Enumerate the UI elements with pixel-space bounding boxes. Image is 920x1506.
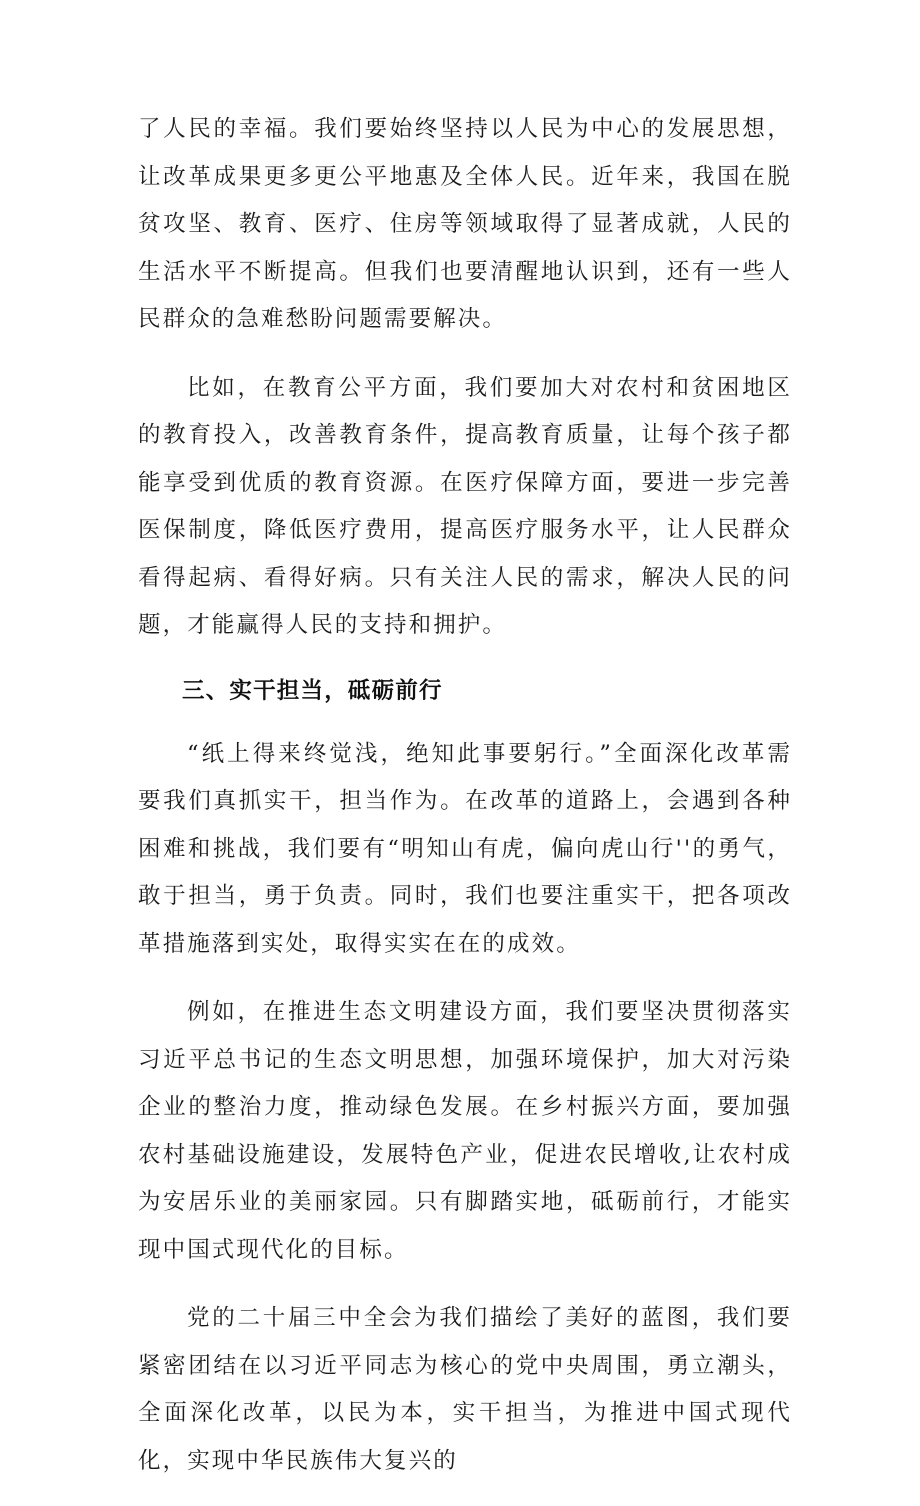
section-heading: 三、实干担当，砥砺前行 — [182, 677, 443, 704]
paragraph-practical-action: “纸上得来终觉浅，绝知此事要躬行。”全面深化改革需要我们真抓实干，担当作为。在改革的道路上，会遇到各种困难和挑战，我们要有“明知山有虎，偏向虎山行''的勇气，敢于担当，勇于负责。同时，我们也要注重实干，把各项改革措施落到实处，取得实实在在的成效。 — [138, 740, 792, 957]
paragraph-continued: 了人民的幸福。我们要始终坚持以人民为中心的发展思想，让改革成果更多更公平地惠及全体人民。近年来，我国在脱贫攻坚、教育、医疗、住房等领域取得了显著成就，人民的生活水平不断提高。但我们也要清醒地认识到，还有一些人民群众的急难愁盼问题需要解决。 — [138, 116, 792, 332]
paragraph-ecology-rural: 例如，在推进生态文明建设方面，我们要坚决贯彻落实习近平总书记的生态文明思想，加强环境保护，加大对污染企业的整治力度，推动绿色发展。在乡村振兴方面，要加强农村基础设施建设，发展特色产业，促进农民增收,让农村成为安居乐业的美丽家园。只有脚踏实地，砥砺前行，才能实现中国式现代化的目标。 — [138, 999, 792, 1263]
paragraph-education-healthcare: 比如，在教育公平方面，我们要加大对农村和贫困地区的教育投入，改善教育条件，提高教育质量，让每个孩子都能享受到优质的教育资源。在医疗保障方面，要进一步完善医保制度，降低医疗费用，提高医疗服务水平，让人民群众看得起病、看得好病。只有关注人民的需求，解决人民的问题，才能赢得人民的支持和拥护。 — [138, 374, 792, 638]
document-body — [138, 106, 792, 1506]
paragraph-conclusion: 党的二十届三中全会为我们描绘了美好的蓝图，我们要紧密团结在以习近平同志为核心的党中央周围，勇立潮头，全面深化改革，以民为本，实干担当，为推进中国式现代化，实现中华民族伟大复兴的 — [138, 1305, 792, 1474]
